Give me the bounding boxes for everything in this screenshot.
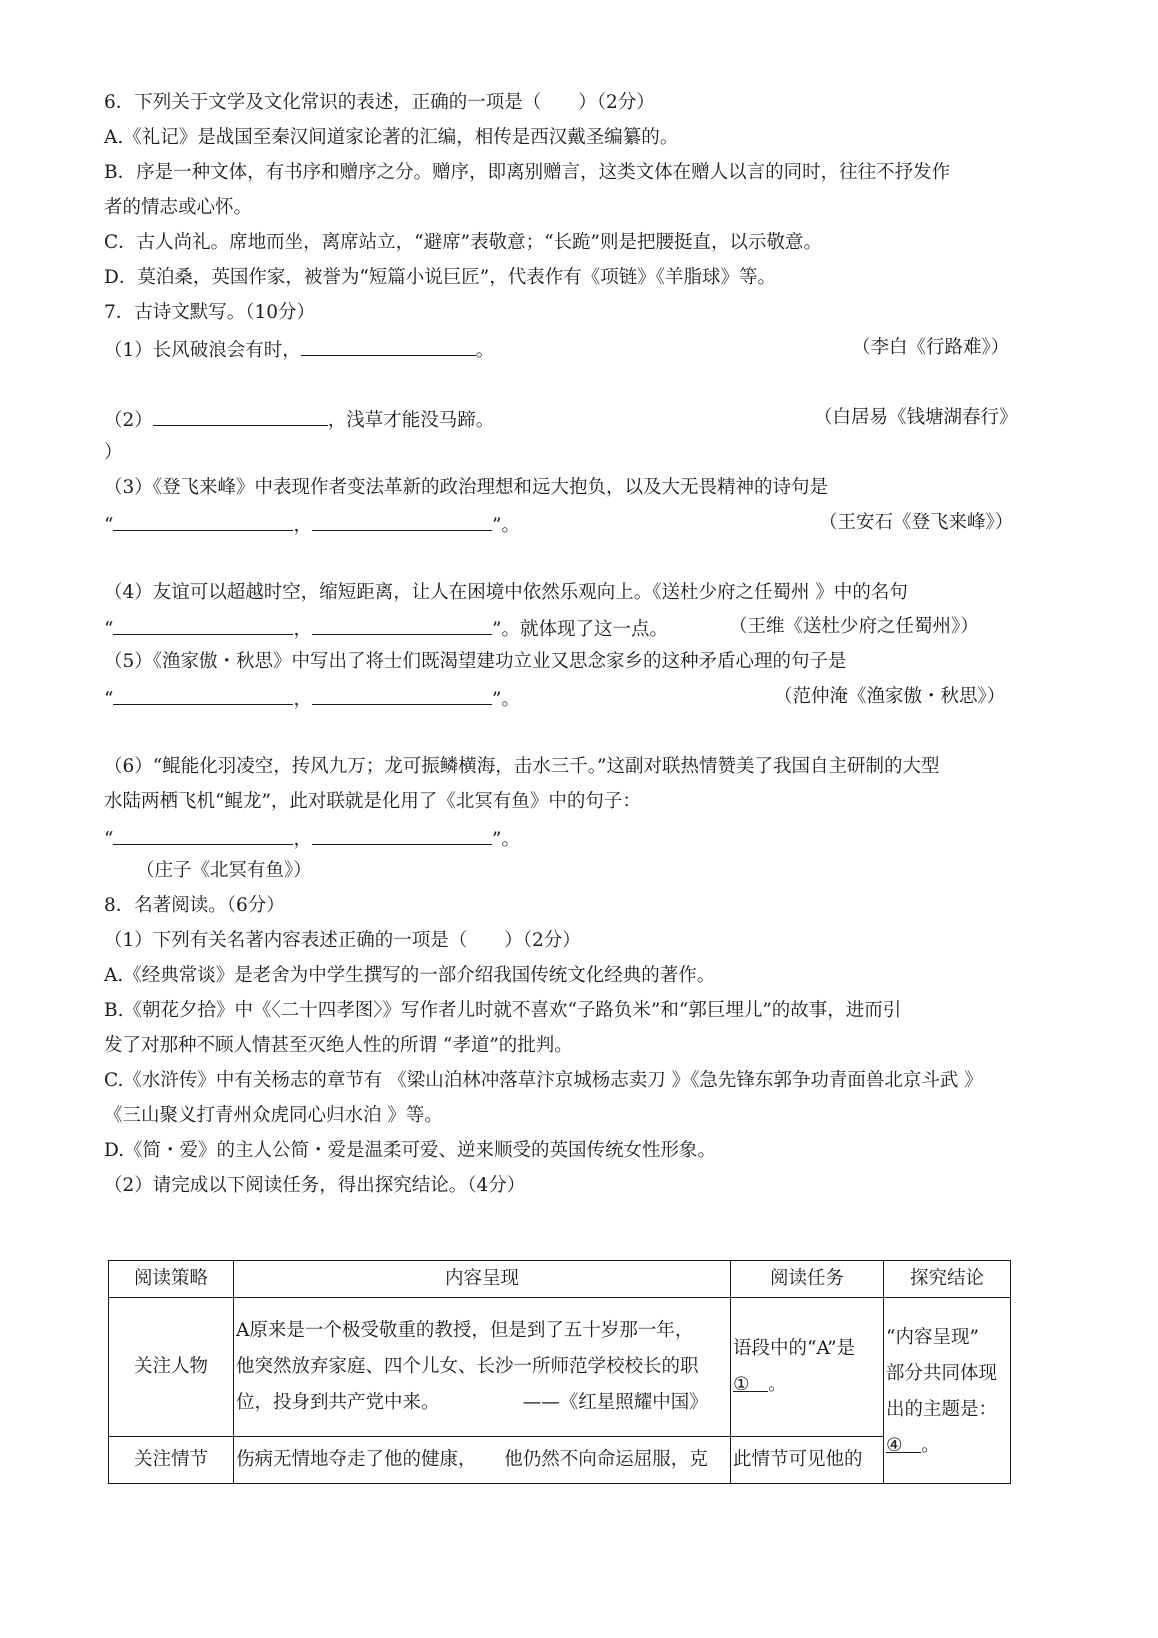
row1-task-line2 xyxy=(733,1367,883,1403)
q8-stem: 8．名著阅读。（6分） xyxy=(104,895,285,916)
row2-task: 此情节可见他的 xyxy=(731,1437,884,1484)
comma: ， xyxy=(293,689,312,710)
header-content: 内容呈现 xyxy=(234,1261,731,1298)
q7-item5-answer xyxy=(104,684,1054,713)
q7-item5-source: （范仲淹《渔家傲・秋思》） xyxy=(774,686,1006,707)
q7-item6-answer xyxy=(104,824,1054,853)
q8-part1-option-b-line1: B.《朝花夕拾》中《〈二十四孝图〉》写作者儿时就不喜欢“子路负米”和“郭巨埋儿”的故事，进而引 xyxy=(104,1000,902,1021)
q7-item6-blank2[interactable] xyxy=(312,824,492,845)
comma: ， xyxy=(293,515,312,536)
q6-stem: 6．下列关于文学及文化常识的表述，正确的一项是（ ）（2分） xyxy=(104,92,655,113)
period: 。 xyxy=(921,1435,940,1456)
q7-item4-blank1[interactable] xyxy=(113,614,293,635)
q7-item2-prefix: （2） xyxy=(104,410,153,431)
answer-blank-1[interactable]: ① xyxy=(733,1374,750,1395)
q7-item1-source: （李白《行路难》） xyxy=(852,337,1010,358)
header-task: 阅读任务 xyxy=(731,1261,884,1298)
quote-open: “ xyxy=(104,619,114,640)
quote-open: “ xyxy=(104,689,114,710)
row1-content-line1: A原来是一个极受敬重的教授，但是到了五十岁那一年， xyxy=(236,1320,694,1341)
q7-item6-prompt-line2: 水陆两栖飞机“鲲龙”，此对联就是化用了《北冥有鱼》中的句子： xyxy=(104,791,641,812)
q7-item5-blank1[interactable] xyxy=(113,684,293,705)
period: 。 xyxy=(768,1374,787,1395)
reading-task-table xyxy=(108,1260,1011,1484)
q7-item6-prompt-line1: （6）“鲲能化羽凌空，抟风九万；龙可振鳞横海，击水三千。”这副对联热情赞美了我国自主研制的大型 xyxy=(104,756,940,777)
row1-task xyxy=(731,1298,884,1437)
q8-part1-stem: （1）下列有关名著内容表述正确的一项是（ ）（2分） xyxy=(104,930,581,951)
q7-item4-source: （王维《送杜少府之任蜀州》） xyxy=(729,616,979,637)
q7-item2-suffix: ，浅草才能没马蹄。 xyxy=(327,410,495,431)
quote-open: “ xyxy=(104,515,114,536)
q7-stem: 7．古诗文默写。（10分） xyxy=(104,302,316,323)
q6-option-b-line1: B．序是一种文体，有书序和赠序之分。赠序，即离别赠言，这类文体在赠人以言的同时，往往不抒发作 xyxy=(104,162,951,183)
conclusion-line1: “内容呈现” xyxy=(886,1327,979,1348)
q7-item4-prompt: （4）友谊可以超越时空，缩短距离，让人在困境中依然乐观向上。《送杜少府之任蜀州 》中的名句 xyxy=(104,582,908,603)
q7-item2-source-tail: ） xyxy=(104,442,123,463)
q7-item1 xyxy=(104,335,1054,364)
q6-option-d: D．莫泊桑，英国作家，被誉为“短篇小说巨匠”，代表作有《项链》《羊脂球》等。 xyxy=(104,267,777,288)
q8-part1-option-c-line1: C.《水浒传》中有关杨志的章节有 《梁山泊林冲落草汴京城杨志卖刀 》《急先锋东郭争功青面兽北京斗武 》 xyxy=(104,1070,983,1091)
q7-item3-answer xyxy=(104,510,1054,539)
q7-item3-blank1[interactable] xyxy=(113,510,293,531)
q7-item3-prompt: （3）《登飞来峰》中表现作者变法革新的政治理想和远大抱负，以及大无畏精神的诗句是 xyxy=(104,477,829,498)
q7-item5-blank2[interactable] xyxy=(312,684,492,705)
q7-item6-blank1[interactable] xyxy=(113,824,293,845)
q8-part1-option-c-line2: 《三山聚义打青州众虎同心归水泊 》等。 xyxy=(104,1105,443,1126)
comma: ， xyxy=(293,829,312,850)
row1-content-line2: 他突然放弃家庭、四个儿女、长沙一所师范学校校长的职 xyxy=(236,1356,699,1377)
q7-item2-blank[interactable] xyxy=(153,405,328,426)
q6-option-c: C．古人尚礼。席地而坐，离席站立，“避席”表敬意；“长跪”则是把腰挺直，以示敬意。 xyxy=(104,232,822,253)
quote-close: ”。 xyxy=(491,689,520,710)
q7-item2 xyxy=(104,405,1054,434)
row1-task-line1: 语段中的“A”是 xyxy=(733,1338,856,1359)
q7-item6-source: （庄子《北冥有鱼》） xyxy=(136,860,312,881)
answer-blank-4[interactable]: ④ xyxy=(886,1435,903,1456)
q7-item4-blank2[interactable] xyxy=(312,614,492,635)
q7-item2-source: （白居易《钱塘湖春行》 xyxy=(814,407,1018,428)
q6-option-b-line2: 者的情志或心怀。 xyxy=(104,197,253,218)
quote-close: ”。 xyxy=(491,829,520,850)
header-conclusion: 探究结论 xyxy=(884,1261,1011,1298)
comma: ， xyxy=(293,619,312,640)
q8-part1-option-d: D.《简・爱》的主人公简・爱是温柔可爱、逆来顺受的英国传统女性形象。 xyxy=(104,1140,717,1161)
row2-content: 伤病无情地夺走了他的健康， 他仍然不向命运屈服，克 xyxy=(234,1437,731,1484)
q8-part2-stem: （2）请完成以下阅读任务，得出探究结论。（4分） xyxy=(104,1175,526,1196)
q6-option-a: A.《礼记》是战国至秦汉间道家论著的汇编，相传是西汉戴圣编纂的。 xyxy=(104,127,679,148)
row2-strategy: 关注情节 xyxy=(109,1437,234,1484)
row1-strategy: 关注人物 xyxy=(109,1298,234,1437)
row1-content-line3: 位，投身到共产党中来。 ——《红星照耀中国》 xyxy=(236,1392,708,1413)
conclusion-line2: 部分共同体现 xyxy=(886,1363,998,1384)
q7-item1-prefix: （1）长风破浪会有时， xyxy=(104,340,301,361)
q7-item1-suffix: 。 xyxy=(475,340,495,361)
q7-item3-blank2[interactable] xyxy=(312,510,492,531)
q7-item5-prompt: （5）《渔家傲・秋思》中写出了将士们既渴望建功立业又思念家乡的这种矛盾心理的句子是 xyxy=(104,651,847,672)
q7-item1-blank[interactable] xyxy=(301,335,476,356)
conclusion-line3: 出的主题是： xyxy=(886,1399,998,1420)
row1-content xyxy=(234,1298,731,1437)
conclusion-cell xyxy=(884,1298,1011,1484)
q8-part1-option-b-line2: 发了对那种不顾人情甚至灭绝人性的所谓 “孝道”的批判。 xyxy=(104,1035,573,1056)
quote-close: ”。就体现了这一点。 xyxy=(491,619,668,640)
header-strategy: 阅读策略 xyxy=(109,1261,234,1298)
q7-item3-source: （王安石《登飞来峰》） xyxy=(819,512,1014,533)
quote-open: “ xyxy=(104,829,114,850)
conclusion-line4 xyxy=(886,1428,1010,1464)
q8-part1-option-a: A.《经典常谈》是老舍为中学生撰写的一部介绍我国传统文化经典的著作。 xyxy=(104,965,716,986)
q7-item4-answer xyxy=(104,614,1054,643)
quote-close: ”。 xyxy=(491,515,520,536)
